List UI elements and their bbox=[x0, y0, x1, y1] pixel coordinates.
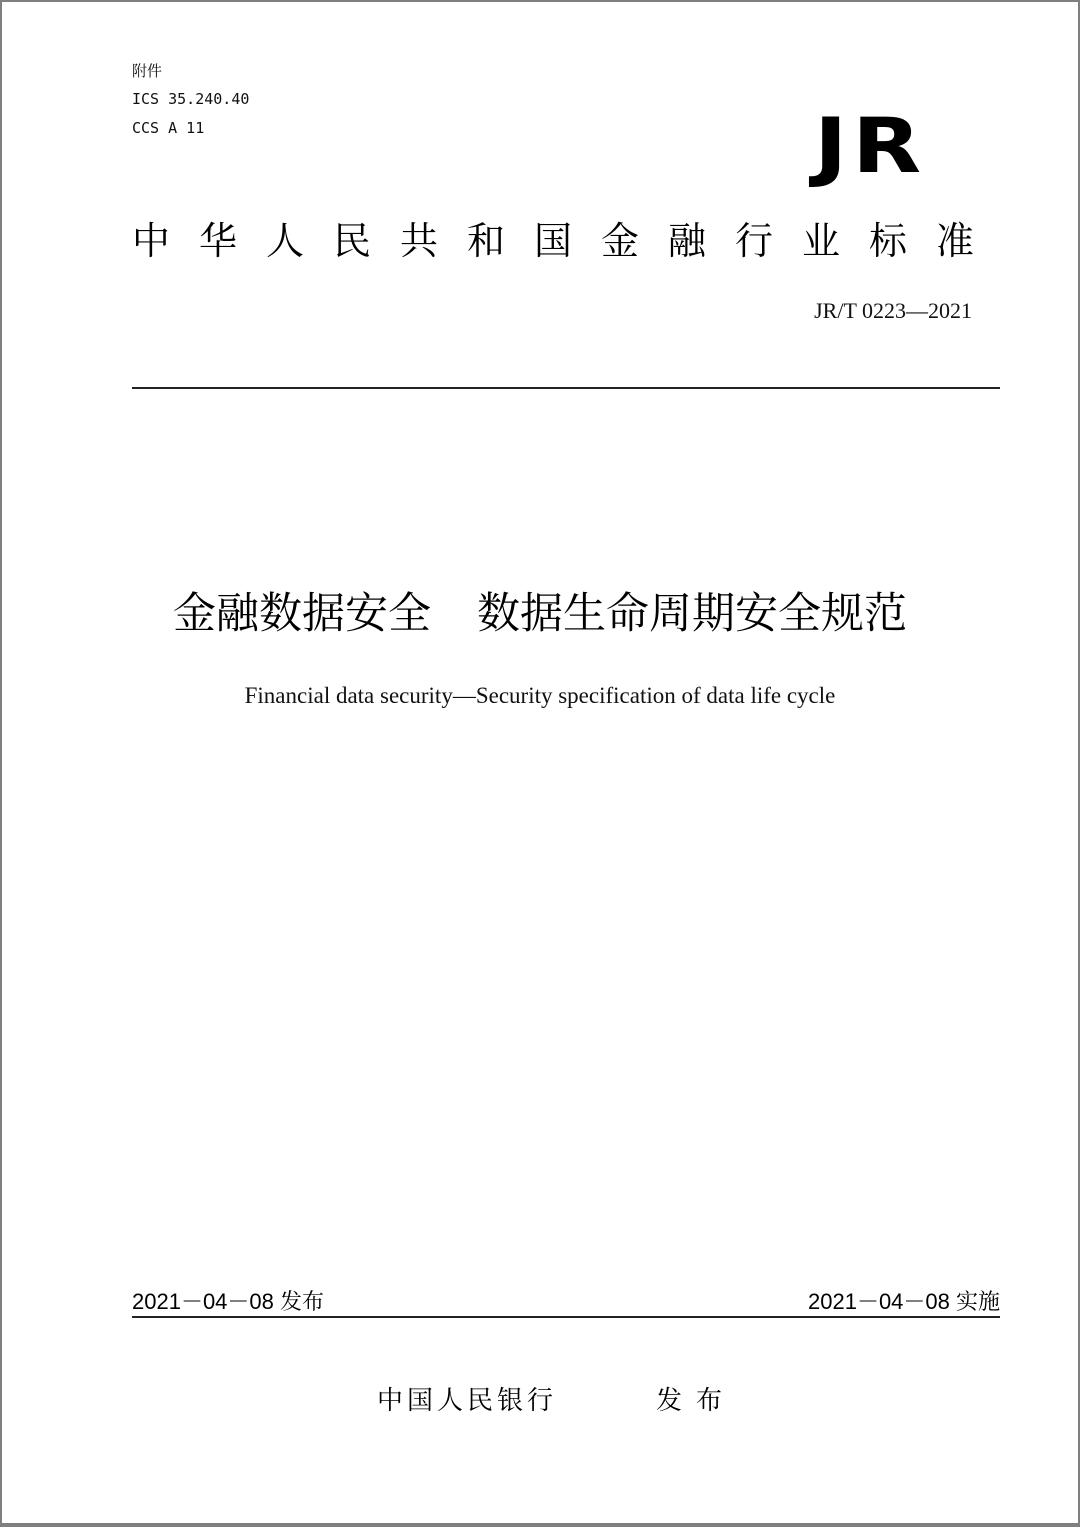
implementation-date: 2021－04－08 实施 bbox=[808, 1289, 1000, 1314]
publisher-name: 中国人民银行 bbox=[377, 1386, 558, 1416]
release-date: 2021－04－08 发布 bbox=[132, 1289, 324, 1314]
document-title bbox=[2, 584, 1078, 644]
document-title-part2: 数据生命周期安全规范 bbox=[477, 589, 907, 639]
top-divider bbox=[132, 387, 1000, 389]
attachment-label: 附件 bbox=[132, 62, 163, 80]
ics-code: ICS 35.240.40 bbox=[132, 90, 250, 108]
ccs-code: CCS A 11 bbox=[132, 119, 205, 137]
publish-label: 发布 bbox=[656, 1386, 737, 1416]
standard-category-title: 中华人民共和国金融行业标准 bbox=[132, 219, 1004, 263]
document-title-part1: 金融数据安全 bbox=[173, 589, 431, 639]
jr-logo: JR bbox=[814, 101, 926, 190]
bottom-divider bbox=[132, 1316, 1000, 1318]
english-title: Financial data security—Security specification of data life cycle bbox=[244, 683, 836, 708]
standard-number: JR/T 0223—2021 bbox=[814, 298, 972, 323]
